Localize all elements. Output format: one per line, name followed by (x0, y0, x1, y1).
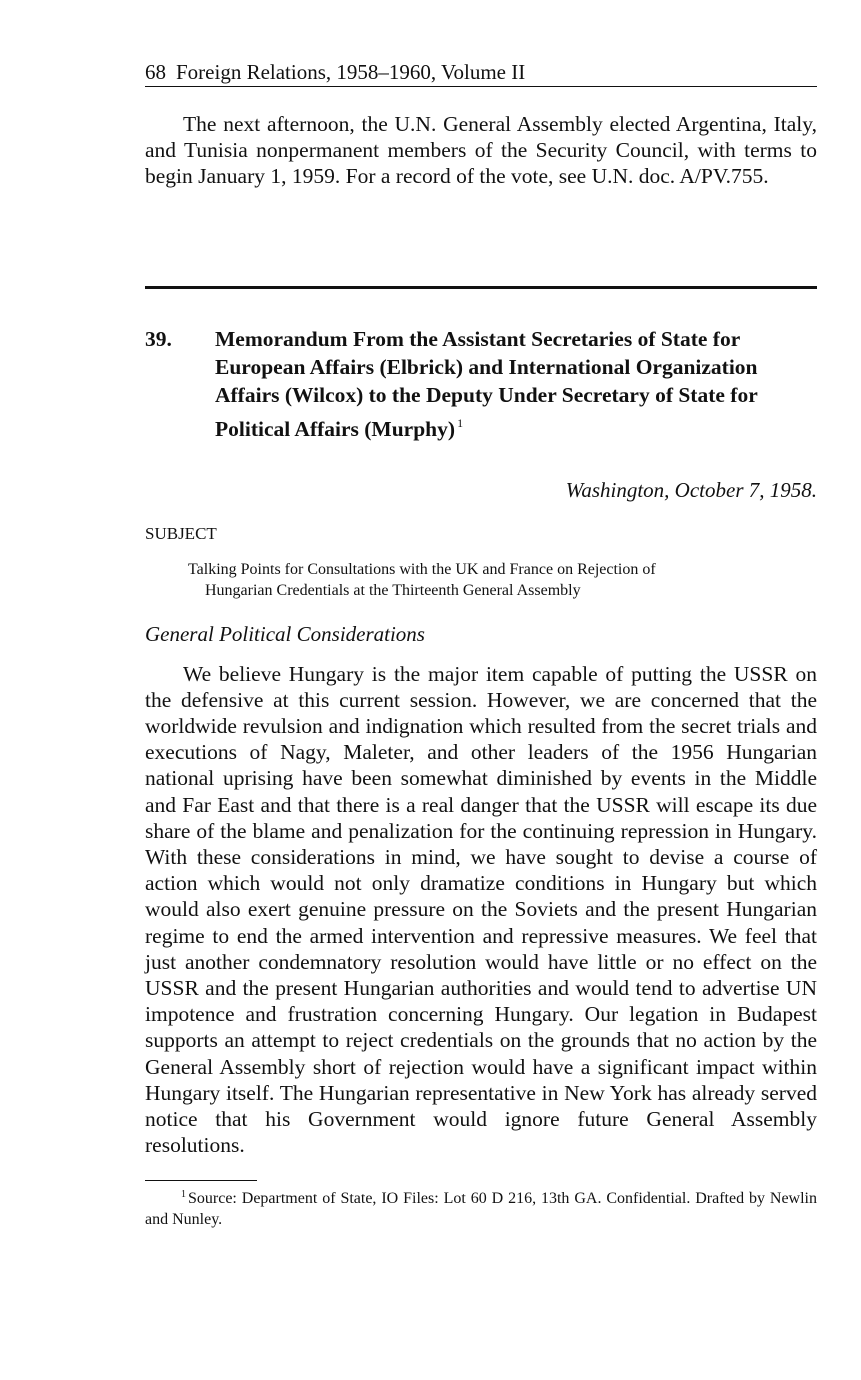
page-number: 68 (145, 60, 166, 84)
subject-label: SUBJECT (145, 523, 217, 543)
section-divider (145, 286, 817, 289)
document-page (145, 58, 817, 1246)
volume-title: Foreign Relations, 1958–1960, Volume II (176, 60, 526, 84)
dateline: Washington, October 7, 1958. (565, 477, 817, 502)
running-head (145, 58, 817, 87)
document-title-block (215, 325, 817, 443)
subject-text (188, 559, 817, 601)
footnote (145, 1184, 817, 1230)
footnote-text: Source: Department of State, IO Files: Lot 60 D 216, 13th GA. Confidential. Drafted by Newlin and Nunley. (145, 1190, 817, 1229)
document-title: Memorandum From the Assistant Secretaries of State for European Affairs (Elbrick) and International Organization Affairs (Wilcox) to the Deputy Under Secretary of State for Political Affairs (Murphy) (215, 326, 758, 441)
footnote-marker: 1 (181, 1189, 186, 1201)
subject-line-2: Hungarian Credentials at the Thirteenth General Assembly (205, 581, 581, 599)
section-heading: General Political Considerations (145, 621, 425, 646)
subject-line-1: Talking Points for Consultations with the UK and France on Rejection of (188, 560, 656, 578)
body-paragraph: We believe Hungary is the major item capable of putting the USSR on the defensive at this current session. However, we are concerned that the worldwide revulsion and indignation which resulted from the secret trials and executions of Nagy, Maleter, and other leaders of the 1956 Hungarian national uprising have been somewhat diminished by events in the Middle and Far East and that there is a real danger that the USSR will escape its due share of the blame and penalization for the continuing repression in Hungary. With these considerations in mind, we have sought to devise a course of action which would not only dramatize conditions in Hungary but which would also exert genuine pressure on the Soviets and the present Hungarian regime to end the armed intervention and repressive measures. We feel that just another condemnatory resolution would have little or no effect on the USSR and the present Hungarian authorities and would tend to advertise UN impotence and frustration concerning Hungary. Our legation in Budapest supports an attempt to reject credentials on the grounds that no action by the General Assembly short of rejection would have a significant impact within Hungary itself. The Hungarian representative in New York has already served notice that his Government would ignore future General Assembly resolutions. (145, 661, 817, 1158)
footnote-rule (145, 1180, 257, 1181)
document-number: 39. (145, 326, 172, 351)
document-heading (145, 325, 817, 443)
intro-paragraph: The next afternoon, the U.N. General Assembly elected Argentina, Italy, and Tunisia nonpermanent members of the Security Council, with terms to begin January 1, 1959. For a record of the vote, see U.N. doc. A/PV.755. (145, 112, 817, 189)
footnote-reference[interactable]: 1 (457, 415, 464, 430)
